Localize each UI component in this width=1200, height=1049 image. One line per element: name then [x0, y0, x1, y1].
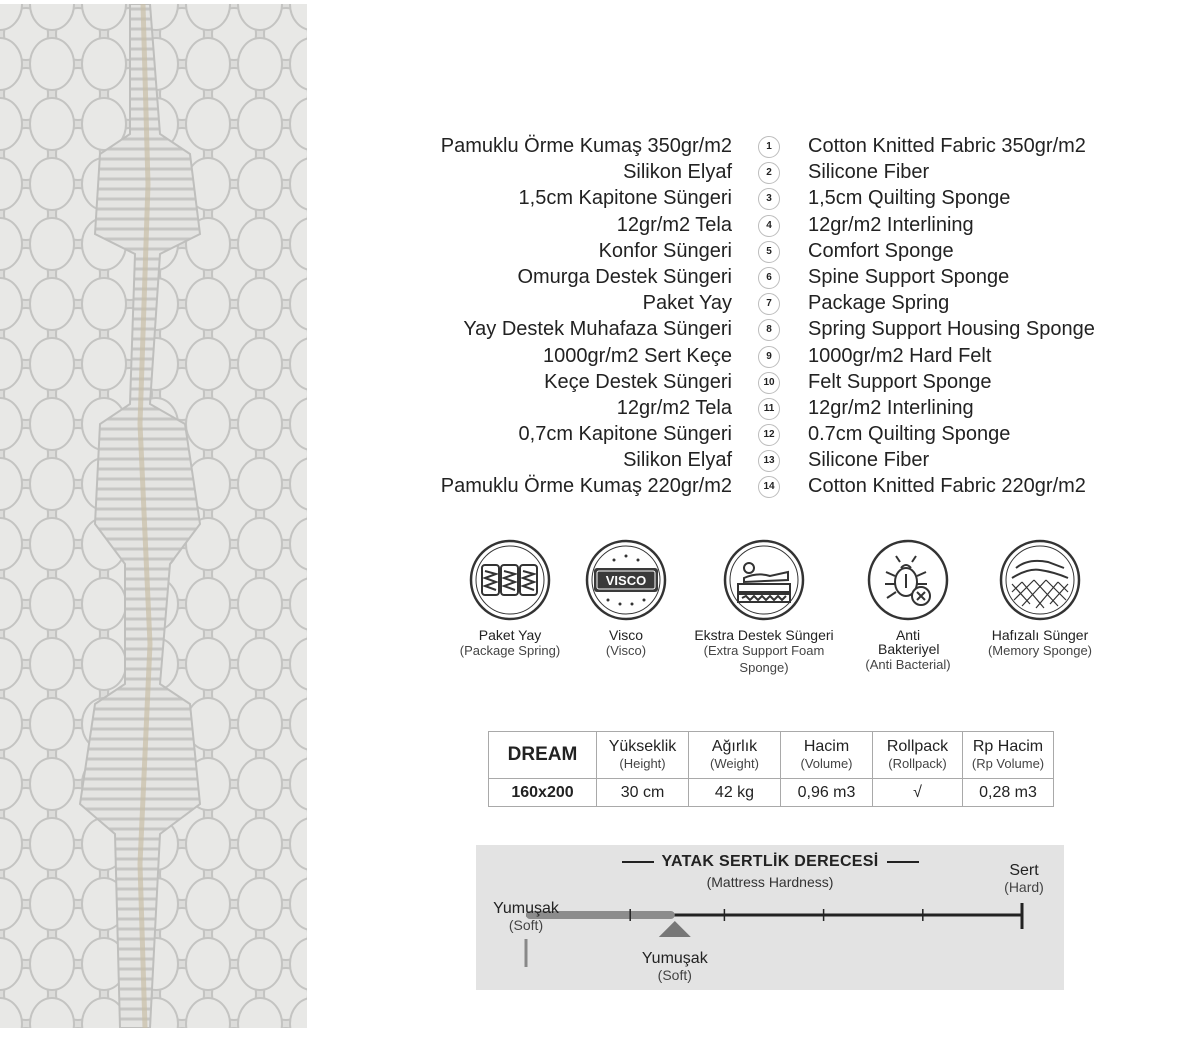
feature-title: Visco [609, 627, 643, 643]
layer-name-en: Silicone Fiber [808, 449, 930, 472]
cell-size: 160x200 [489, 779, 597, 807]
feature-title: Ekstra Destek Süngeri [694, 627, 834, 643]
feature-subtitle: (Memory Sponge) [987, 643, 1093, 658]
layer-name-en: Spring Support Housing Sponge [808, 318, 1095, 341]
feature-subtitle: (Anti Bacterial) [865, 657, 951, 672]
anti-bacterial-icon [866, 538, 950, 622]
spec-data-row [489, 779, 1054, 807]
layer-row [420, 369, 1140, 395]
layer-row [420, 343, 1140, 369]
layer-number-badge: 5 [758, 241, 780, 263]
model-name: DREAM [489, 732, 597, 779]
layer-name-en: Comfort Sponge [808, 239, 954, 262]
spec-table [488, 731, 1054, 807]
layer-number-badge: 3 [758, 188, 780, 210]
hard-label: Sert (Hard) [1004, 862, 1044, 895]
layer-name-tr: Omurga Destek Süngeri [517, 265, 732, 288]
hardness-subtitle: (Mattress Hardness) [706, 874, 834, 890]
feature-subtitle: (Package Spring) [459, 643, 561, 658]
hardness-title: YATAK SERTLİK DERECESİ [476, 853, 1064, 871]
fabric-texture [0, 4, 307, 1028]
layer-number-badge: 9 [758, 346, 780, 368]
layer-name-en: Cotton Knitted Fabric 350gr/m2 [808, 135, 1086, 157]
current-hardness-label: Yumuşak (Soft) [641, 950, 708, 983]
layer-name-en: Felt Support Sponge [808, 370, 992, 393]
hardness-panel [476, 845, 1064, 990]
layer-number-badge: 1 [758, 136, 780, 158]
layer-number-badge: 2 [758, 162, 780, 184]
layer-row [420, 447, 1140, 473]
cell-rp-volume: 0,28 m3 [963, 779, 1054, 807]
header-rp-volume: Rp Hacim (Rp Volume) [963, 732, 1054, 779]
feature-subtitle: (Extra Support Foam Sponge) [703, 643, 825, 675]
layer-name-tr: Silikon Elyaf [623, 449, 732, 472]
layer-row [420, 212, 1140, 238]
feature-memory-sponge [970, 538, 1110, 659]
layer-name-tr: Silikon Elyaf [623, 161, 732, 184]
layer-number-badge: 14 [758, 476, 780, 498]
cell-rollpack: √ [873, 779, 963, 807]
layer-name-en: 12gr/m2 Interlining [808, 213, 974, 236]
memory-sponge-icon [998, 538, 1082, 622]
feature-extra-support [694, 538, 834, 676]
layer-name-tr: 12gr/m2 Tela [616, 213, 732, 236]
layer-number-badge: 13 [758, 450, 780, 472]
cell-weight: 42 kg [689, 779, 781, 807]
layer-name-en: 1,5cm Quilting Sponge [808, 187, 1011, 210]
layer-name-en: Cotton Knitted Fabric 220gr/m2 [808, 475, 1086, 498]
layer-name-en: Spine Support Sponge [808, 265, 1010, 288]
feature-visco [556, 538, 696, 659]
layer-name-tr: 1000gr/m2 Sert Keçe [543, 344, 732, 367]
layer-number-badge: 10 [758, 372, 780, 394]
header-height: Yükseklik (Height) [597, 732, 689, 779]
feature-title: Paket Yay [478, 627, 542, 643]
mattress-fabric-photo [0, 4, 307, 1028]
layer-name-tr: Yay Destek Muhafaza Süngeri [463, 318, 732, 341]
cell-volume: 0,96 m3 [781, 779, 873, 807]
layer-row [420, 185, 1140, 211]
layer-name-tr: 0,7cm Kapitone Süngeri [518, 423, 732, 446]
layer-number-badge: 12 [758, 424, 780, 446]
layer-list [420, 133, 1140, 500]
header-weight: Ağırlık (Weight) [689, 732, 781, 779]
layer-name-tr: Pamuklu Örme Kumaş 350gr/m2 [440, 135, 732, 157]
layer-name-en: Silicone Fiber [808, 161, 930, 184]
soft-label: Yumuşak (Soft) [493, 900, 559, 933]
visco-icon [584, 538, 668, 622]
layer-name-tr: Pamuklu Örme Kumaş 220gr/m2 [440, 475, 732, 498]
scale-marker [659, 921, 691, 937]
layer-row [420, 133, 1140, 159]
layer-row [420, 395, 1140, 421]
layer-name-tr: 12gr/m2 Tela [616, 396, 732, 419]
package-spring-icon [468, 538, 552, 622]
extra-support-foam-icon [722, 538, 806, 622]
layer-row [420, 159, 1140, 185]
feature-subtitle: (Visco) [605, 643, 647, 658]
layer-number-badge: 6 [758, 267, 780, 289]
layer-name-tr: Konfor Süngeri [598, 239, 732, 262]
layer-row [420, 290, 1140, 316]
layer-name-en: 12gr/m2 Interlining [808, 396, 974, 419]
layer-name-en: 1000gr/m2 Hard Felt [808, 344, 992, 367]
feature-list [440, 538, 1120, 708]
layer-row [420, 316, 1140, 342]
cell-height: 30 cm [597, 779, 689, 807]
header-volume: Hacim (Volume) [781, 732, 873, 779]
layer-row [420, 264, 1140, 290]
layer-number-badge: 11 [758, 398, 780, 420]
layer-row [420, 473, 1140, 499]
layer-row [420, 421, 1140, 447]
feature-title: Anti Bakteriyel [878, 627, 940, 657]
layer-name-tr: Keçe Destek Süngeri [544, 370, 732, 393]
layer-name-en: 0.7cm Quilting Sponge [808, 423, 1011, 446]
layer-name-tr: 1,5cm Kapitone Süngeri [518, 187, 732, 210]
feature-anti-bacterial [838, 538, 978, 673]
spec-header-row [489, 732, 1054, 779]
layer-row [420, 238, 1140, 264]
header-rollpack: Rollpack (Rollpack) [873, 732, 963, 779]
visco-badge-text: VISCO [605, 573, 647, 588]
layer-number-badge: 8 [758, 319, 780, 341]
layer-name-tr: Paket Yay [642, 292, 732, 315]
layer-number-badge: 7 [758, 293, 780, 315]
feature-title: Hafızalı Sünger [991, 627, 1089, 643]
layer-name-en: Package Spring [808, 292, 950, 315]
layer-number-badge: 4 [758, 215, 780, 237]
